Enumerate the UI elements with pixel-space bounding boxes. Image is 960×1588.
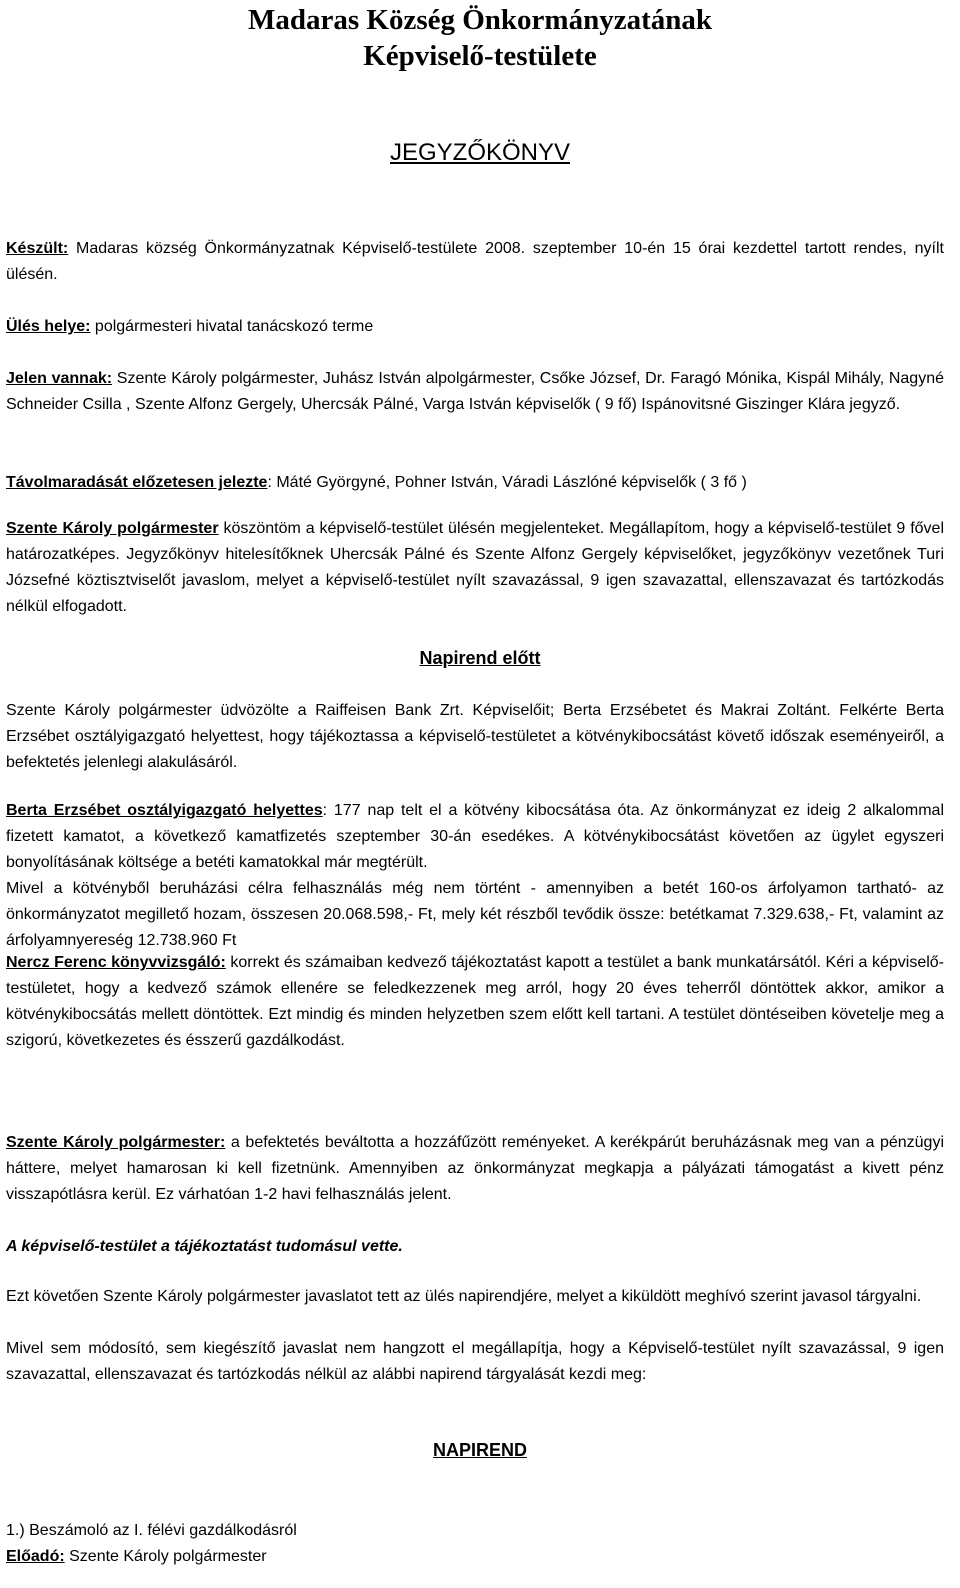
- text-opening: köszöntöm a képviselő-testület ülésén megjelenteket. Megállapítom, hogy a képviselő-testület 9 fővel határozatképes. Jegyzőkönyv hitelesítőknek Uhercsák Pálné és Szente Alfonz Gergely képviselőket, jegyzőkönyv vezetőnek Turi Józsefné köztisztviselőt javaslom, melyet a képviselő-testület nyílt szavazással, 9 igen szavazattal, ellenszavazat és tartózkodás nélkül elfogadott.: [6, 520, 945, 615]
- paragraph-agenda-proposal: [6, 1284, 944, 1310]
- label-mayor-response: Szente Károly polgármester:: [6, 1134, 226, 1151]
- text-agenda-vote: Mivel sem módosító, sem kiegészítő javaslat nem hangzott el megállapítja, hogy a Képviselő-testület nyílt szavazással, 9 igen szavazattal, ellenszavazat és tartózkodás nélkül az alábbi napirend tárgyalását kezdi meg:: [6, 1340, 944, 1383]
- text-bank-report: : 177 nap telt el a kötvény kibocsátása óta. Az önkormányzat ez ideig 2 alkalommal fizetett kamatot, a következő kamatfizetés szeptember 30-án esedékes. A kötvénykibocsátást követően az ügylet egyszeri bonyolításának költsége a betéti kamatokkal már megtérült.: [6, 802, 945, 871]
- agenda-presenter: [6, 1544, 944, 1570]
- paragraph-yield: [6, 876, 944, 954]
- document-title-line2: Képviselő-testülete: [363, 40, 597, 72]
- text-presenter: Szente Károly polgármester: [64, 1548, 267, 1565]
- label-mayor-opening: Szente Károly polgármester: [6, 520, 219, 537]
- paragraph-absent: [6, 470, 944, 496]
- text-absent: : Máté Györgyné, Pohner István, Váradi Lászlóné képviselők ( 3 fő ): [267, 474, 747, 491]
- paragraph-welcome: [6, 698, 944, 776]
- text-location: polgármesteri hivatal tanácskozó terme: [90, 318, 374, 335]
- text-yield: Mivel a kötvényből beruházási célra felhasználás még nem történt - amennyiben a betét 160-os árfolyamon tartható- az önkormányzatot megillető hozam, összesen 20.068.598,- Ft, mely két részből tevődik össze: betétkamat 7.329.638,- Ft, valamint az árfolyamnyereség 12.738.960 Ft: [6, 880, 944, 949]
- paragraph-opening: [6, 516, 944, 620]
- document-heading: JEGYZŐKÖNYV: [389, 139, 571, 166]
- label-bank-deputy: Berta Erzsébet osztályigazgató helyettes: [6, 802, 323, 819]
- paragraph-location: [6, 314, 944, 340]
- paragraph-mayor-response: [6, 1130, 944, 1208]
- agenda-item-1: [6, 1518, 944, 1544]
- paragraph-prepared: [6, 236, 944, 288]
- text-welcome: Szente Károly polgármester üdvözölte a Raiffeisen Bank Zrt. Képviselőit; Berta Erzsébetet és Makrai Zoltánt. Felkérte Berta Erzsébet osztályigazgató helyettest, hogy tájékoztassa a képviselő-testületet a kötvénykibocsátást követő időszak eseményeiről, a befektetés jelenlegi alakulásáról.: [6, 702, 944, 771]
- label-location: Ülés helye:: [6, 318, 91, 335]
- text-agenda-item-1: 1.) Beszámoló az I. félévi gazdálkodásról: [6, 1522, 297, 1539]
- label-prepared: Készült:: [6, 240, 69, 257]
- subheading-agenda: NAPIREND: [432, 1440, 527, 1460]
- text-agenda-proposal: Ezt követően Szente Károly polgármester javaslatot tett az ülés napirendjére, melyet a kiküldött meghívó szerint javasol tárgyalni.: [6, 1288, 922, 1305]
- label-absent: Távolmaradását előzetesen jelezte: [6, 474, 268, 491]
- subheading-pre-agenda: Napirend előtt: [419, 648, 541, 668]
- paragraph-present: [6, 366, 944, 418]
- document-title-line1: Madaras Község Önkormányzatának: [248, 4, 712, 36]
- paragraph-auditor: [6, 950, 944, 1054]
- label-auditor: Nercz Ferenc könyvvizsgáló:: [6, 954, 226, 971]
- paragraph-bank-report: [6, 798, 944, 876]
- label-present: Jelen vannak:: [6, 370, 113, 387]
- paragraph-agenda-vote: [6, 1336, 944, 1388]
- text-auditor: korrekt és számaiban kedvező tájékoztatást kapott a testület a bank munkatársától. Kéri a képviselő-testületet, hogy a kedvező számok ellenére se feledkezzenek meg arról, hogy 20 éves teherről döntöttek akkor, amikor a kötvénykibocsátás mellett döntöttek. Ezt mindig és minden helyzetben szem előtt kell tartani. A testület döntéseiben követelje meg a szigorú, következetes és ésszerű gazdálkodást.: [6, 954, 945, 1049]
- text-present: Szente Károly polgármester, Juhász István alpolgármester, Csőke József, Dr. Faragó Mónika, Kispál Mihály, Nagyné Schneider Csilla , Szente Alfonz Gergely, Uhercsák Pálné, Varga István képviselők ( 9 fő) Ispánovitsné Giszinger Klára jegyző.: [6, 370, 945, 413]
- label-presenter: Előadó:: [6, 1548, 65, 1565]
- text-prepared: Madaras község Önkormányzatnak Képviselő-testülete 2008. szeptember 10-én 15 órai kezdettel tartott rendes, nyílt ülésén.: [6, 240, 944, 283]
- text-mayor-response: a befektetés beváltotta a hozzáfűzött reményeket. A kerékpárút beruházásnak meg van a pénzügyi háttere, melyet hamarosan ki kell fizetnünk. Amennyiben az önkormányzat megkapja a pályázati támogatást a kivett pénz visszapótlásra kerül. Ez várhatóan 1-2 havi felhasználás jelent.: [6, 1134, 945, 1203]
- paragraph-resolution: A képviselő-testület a tájékoztatást tudomásul vette.: [6, 1238, 403, 1255]
